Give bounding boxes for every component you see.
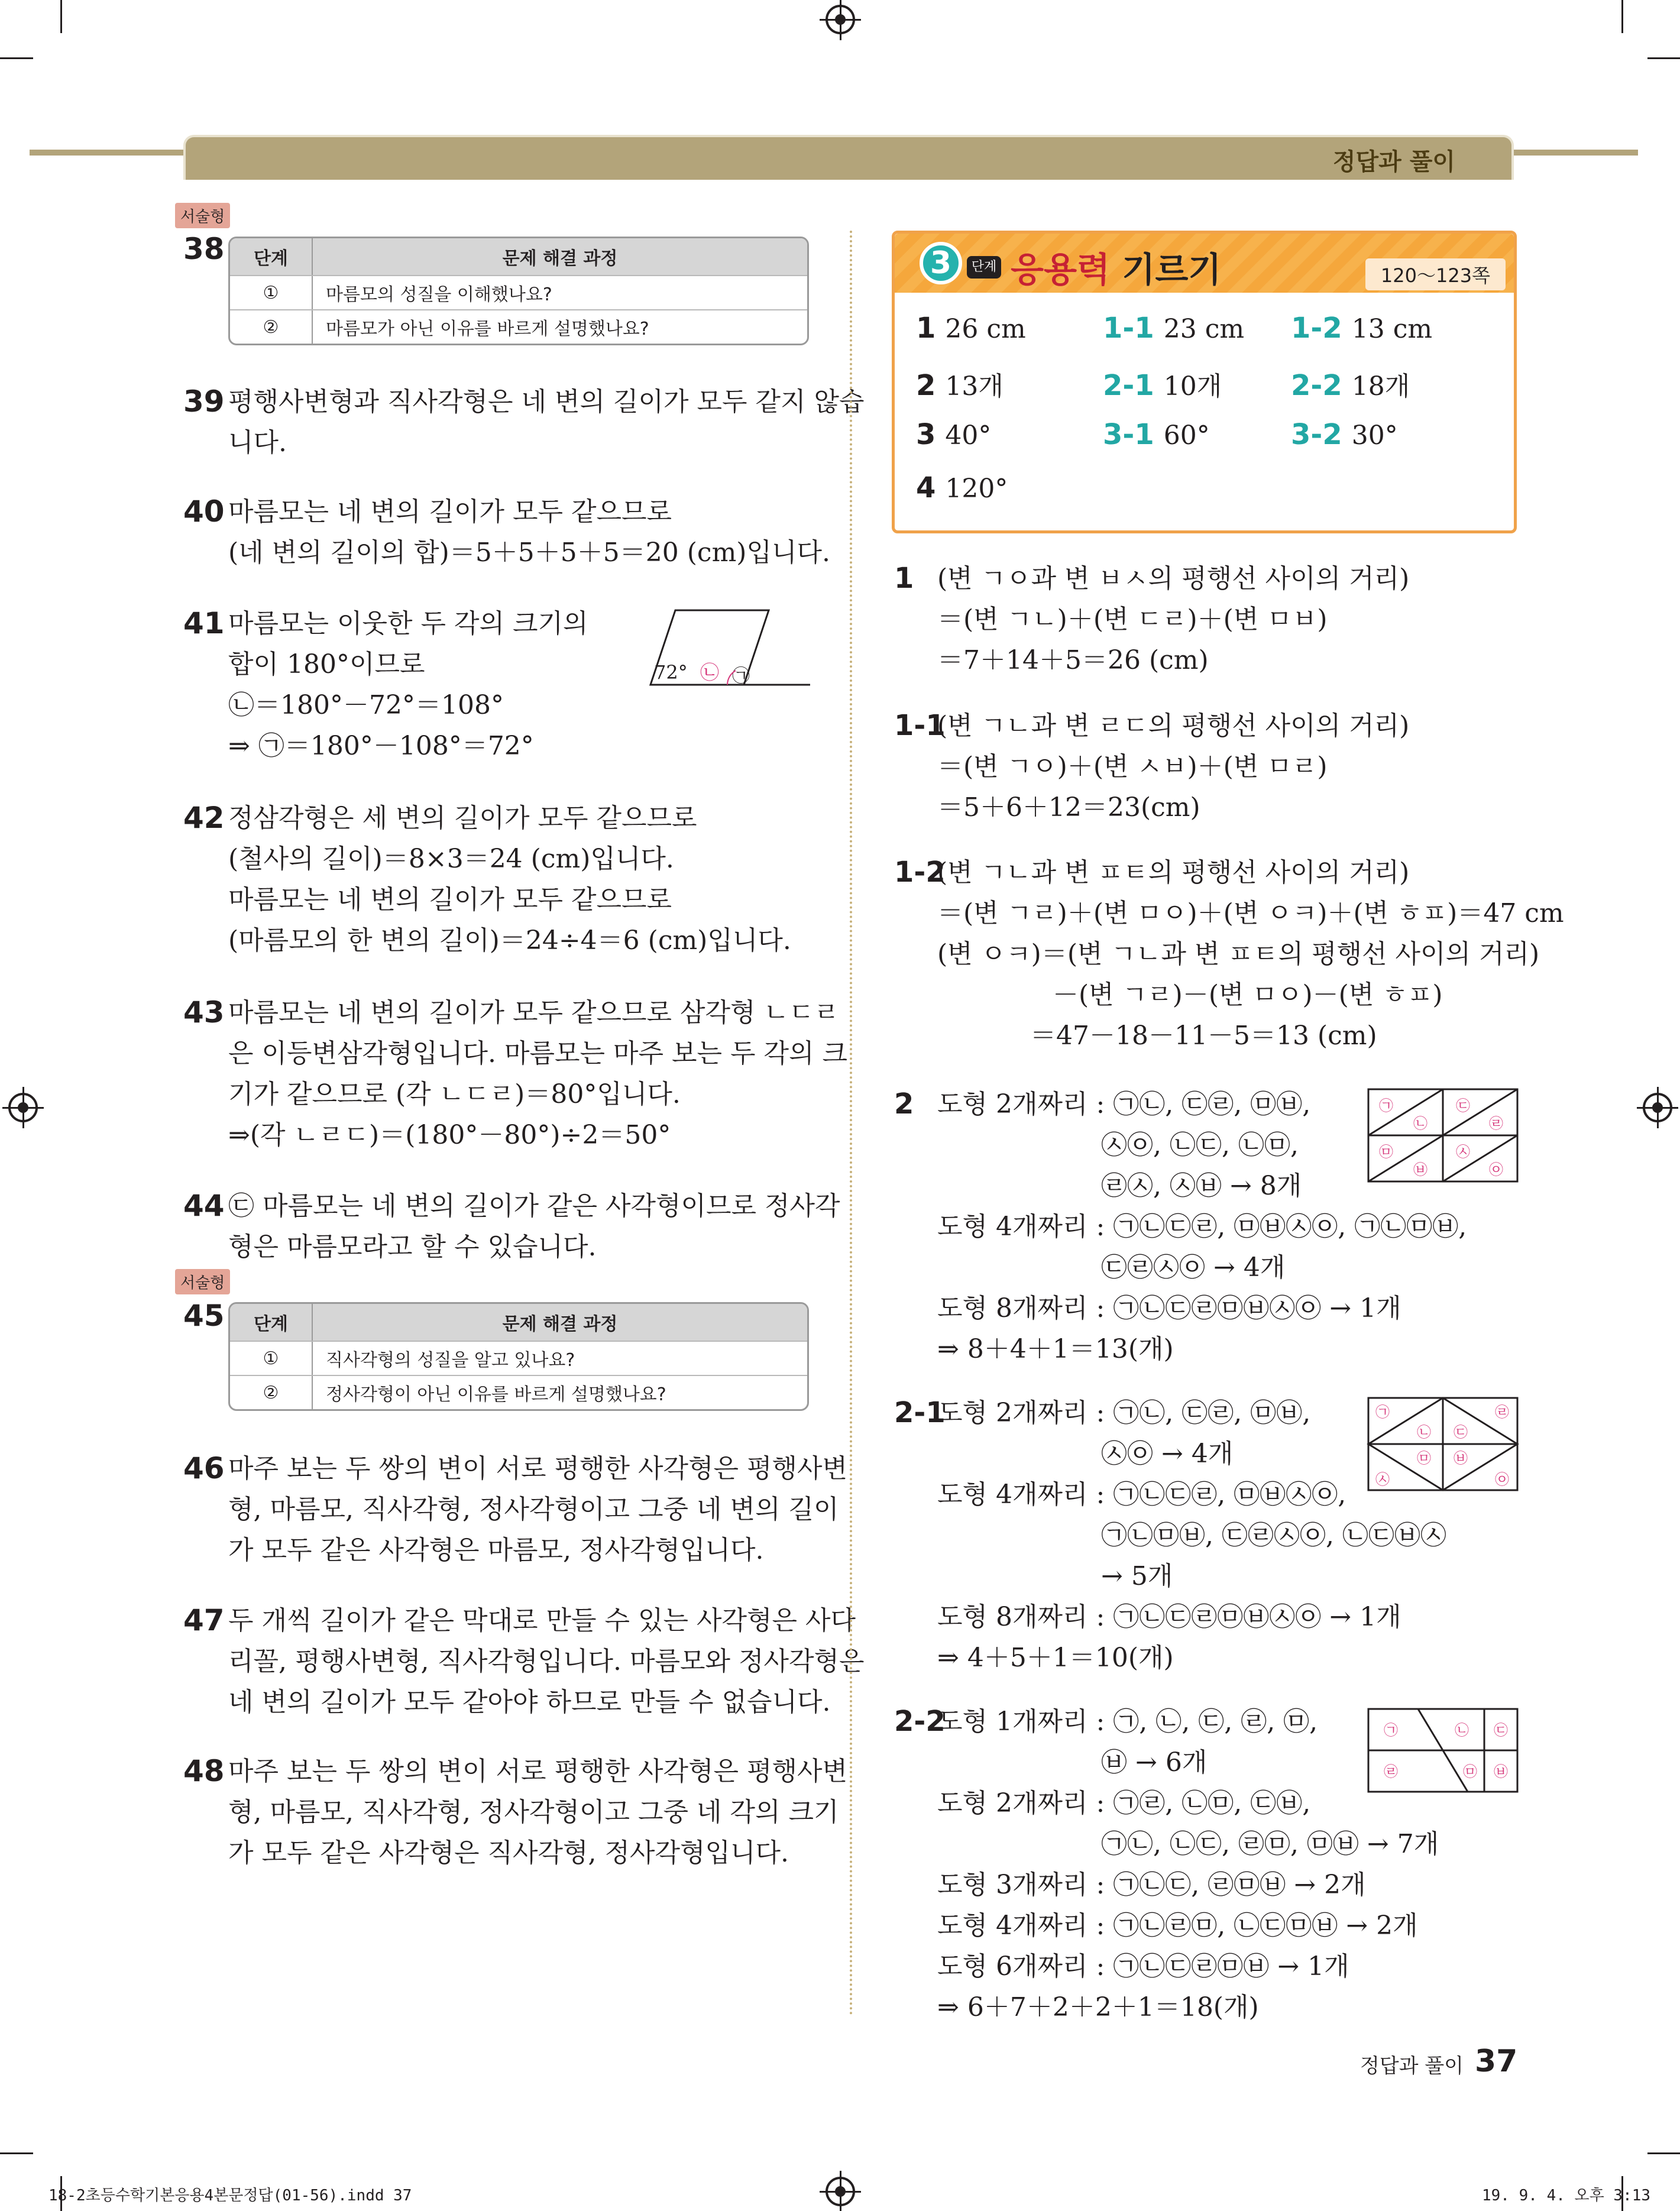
solution-line: 도형 6개짜리 : ㉠㉡㉢㉣㉤㉥ → 1개 [937,1951,1349,1982]
stage-answer-box [892,231,1517,533]
stage-number: 3 [920,242,962,284]
file-slug: 18-2초등수학기본응용4본문정답(01-56).indd 37 [48,2187,412,2204]
solution-line: 도형 2개짜리 : ㉠㉡, ㉢㉣, ㉤㉥, [937,1089,1311,1119]
answer-item: 1-2 13 cm [1291,312,1433,345]
solution-line: ＝5＋6＋12＝23(cm) [937,792,1200,823]
angle-mark-label: ㉡ [700,661,720,684]
table-header-row: 단계 문제 해결 과정 [230,1304,807,1341]
column-divider [850,231,852,2016]
answer-item: 1 26 cm [916,312,1026,345]
solution-line: → 5개 [1101,1561,1173,1591]
solution-line: 도형 1개짜리 : ㉠, ㉡, ㉢, ㉣, ㉤, [937,1707,1318,1737]
table-row: ① 마름모의 성질을 이해했나요? [230,275,807,309]
crop-mark [60,0,62,33]
solution-line: 도형 2개짜리 : ㉠㉣, ㉡㉤, ㉢㉥, [937,1788,1311,1818]
answer-line: (철사의 길이)＝8×3＝24 (cm)입니다. [228,844,674,874]
svg-text:㉠: ㉠ [1375,1404,1390,1420]
rectangle-triangles-figure [1366,1087,1520,1184]
solution-line: ＝(변 ㄱㅇ)＋(변 ㅅㅂ)＋(변 ㅁㄹ) [937,752,1328,782]
answer-item: 3-1 60° [1103,418,1210,451]
crop-mark [1647,2152,1680,2154]
question-number: 44 [183,1189,225,1223]
header-title: 정답과 풀이 [1332,148,1455,176]
svg-text:㉥: ㉥ [1413,1161,1427,1178]
answer-item: 3 40° [916,418,992,451]
answer-line: 마주 보는 두 쌍의 변이 서로 평행한 사각형은 평행사변 [228,1454,847,1484]
solution-line: (변 ㄱㅇ과 변 ㅂㅅ의 평행선 사이의 거리) [937,564,1410,594]
svg-text:㉣: ㉣ [1495,1404,1509,1420]
answer-item: 3-2 30° [1291,418,1398,451]
header-tab [183,135,1514,180]
solution-number: 1 [894,562,914,595]
rubric-table-45 [228,1302,809,1411]
rhombus-angle-figure [639,597,816,692]
svg-text:㉢: ㉢ [1456,1098,1470,1114]
registration-mark-icon [826,5,855,34]
solution-line: ㉦㉧, ㉡㉢, ㉡㉤, [1101,1130,1299,1160]
rectangle-diamond-figure [1366,1396,1520,1493]
registration-mark-icon [826,2177,855,2206]
answer-line: 니다. [228,428,287,458]
solution-line: 도형 4개짜리 : ㉠㉡㉢㉣, ㉤㉥㉦㉧, ㉠㉡㉤㉥, [937,1212,1467,1242]
svg-text:㉦: ㉦ [1375,1471,1390,1488]
table-row: ② 마름모가 아닌 이유를 바르게 설명했나요? [230,309,807,344]
crop-mark [1621,0,1623,33]
solution-line: ㉠㉡, ㉡㉢, ㉣㉤, ㉤㉥ → 7개 [1101,1829,1439,1859]
answer-item: 2-2 18개 [1291,369,1410,402]
stage-header [895,234,1514,293]
essay-badge: 서술형 [175,1269,230,1294]
svg-text:㉤: ㉤ [1379,1144,1393,1160]
answer-line: 리꼴, 평행사변형, 직사각형입니다. 마름모와 정사각형은 [228,1646,865,1676]
svg-text:㉤: ㉤ [1417,1450,1431,1467]
solution-line: －(변 ㄱㄹ)－(변 ㅁㅇ)－(변 ㅎㅍ) [1053,980,1443,1010]
page-number: 37 [1475,2044,1518,2079]
svg-text:㉢: ㉢ [1454,1424,1468,1440]
stage-label: 단계 [967,256,1001,279]
svg-text:㉥: ㉥ [1494,1763,1508,1780]
crop-mark [0,57,33,59]
answer-line: 두 개씩 길이가 같은 막대로 만들 수 있는 사각형은 사다 [228,1605,856,1636]
table-row: ② 정사각형이 아닌 이유를 바르게 설명했나요? [230,1375,807,1409]
svg-text:㉧: ㉧ [1489,1161,1503,1178]
solution-line: ㉢㉣㉦㉧ → 4개 [1101,1252,1286,1283]
table-row: ① 직사각형의 성질을 알고 있나요? [230,1341,807,1375]
answer-line: 기가 같으므로 (각 ㄴㄷㄹ)＝80°입니다. [228,1079,681,1109]
solution-line: ＝7＋14＋5＝26 (cm) [937,645,1209,675]
svg-text:㉧: ㉧ [1495,1471,1509,1488]
answer-line: 가 모두 같은 사각형은 마름모, 정사각형입니다. [228,1535,764,1565]
solution-line: ㉠㉡㉤㉥, ㉢㉣㉦㉧, ㉡㉢㉥㉦ [1101,1520,1446,1550]
solution-line: ＝(변 ㄱㄹ)＋(변 ㅁㅇ)＋(변 ㅇㅋ)＋(변 ㅎㅍ)＝47 cm [937,898,1564,928]
answer-line: 마름모는 네 변의 길이가 모두 같으므로 [228,885,672,915]
answer-line: 가 모두 같은 사각형은 직사각형, 정사각형입니다. [228,1838,789,1868]
answer-line: 형, 마름모, 직사각형, 정사각형이고 그중 네 변의 길이 [228,1494,839,1524]
registration-mark-icon [1643,1093,1672,1122]
answer-line: 마름모는 네 변의 길이가 모두 같으므로 삼각형 ㄴㄷㄹ [228,998,839,1028]
question-number: 43 [183,995,225,1030]
svg-text:㉠: ㉠ [1384,1722,1398,1739]
footer-label: 정답과 풀이 [1360,2054,1464,2078]
answer-line: 마름모는 이웃한 두 각의 크기의 [228,608,588,639]
answer-line: 형, 마름모, 직사각형, 정사각형이고 그중 네 각의 크기 [228,1797,839,1827]
answer-item: 2-1 10개 [1103,369,1222,402]
answer-line: 정삼각형은 세 변의 길이가 모두 같으므로 [228,803,697,833]
solution-line: ㉥ → 6개 [1101,1747,1208,1778]
solution-line: ⇒ 6＋7＋2＋2＋1＝18(개) [937,1992,1259,2022]
answer-line: 마름모는 네 변의 길이가 모두 같으므로 [228,497,672,527]
answer-item: 2 13개 [916,369,1004,402]
solution-line: (변 ㄱㄴ과 변 ㄹㄷ의 평행선 사이의 거리) [937,711,1410,741]
answer-line: 마주 보는 두 쌍의 변이 서로 평행한 사각형은 평행사변 [228,1756,847,1786]
solution-line: 도형 4개짜리 : ㉠㉡㉢㉣, ㉤㉥㉦㉧, [937,1480,1346,1510]
answer-line: (네 변의 길이의 합)＝5＋5＋5＋5＝20 (cm)입니다. [228,538,830,568]
question-number: 45 [183,1299,225,1333]
stage-title: 응용력 기르기 [1011,250,1222,290]
angle-label: 72° [654,661,688,684]
solution-line: (변 ㄱㄴ과 변 ㅍㅌ의 평행선 사이의 거리) [937,857,1410,888]
solution-number: 2 [894,1087,914,1121]
answer-line: ⇒ ㉠＝180°－108°＝72° [228,731,534,761]
question-number: 46 [183,1451,225,1485]
answer-line: ㉡＝180°－72°＝108° [228,690,504,720]
svg-text:㉡: ㉡ [1455,1722,1469,1739]
solution-number: 1-2 [894,856,946,889]
angle-mark-label: ㉠ [732,666,750,687]
answer-line: 형은 마름모라고 할 수 있습니다. [228,1232,597,1262]
answer-line: 네 변의 길이가 모두 같아야 하므로 만들 수 없습니다. [228,1687,831,1717]
print-date: 19. 9. 4. 오후 3:13 [1482,2187,1651,2204]
rubric-table-38 [228,237,809,345]
solution-line: 도형 4개짜리 : ㉠㉡㉣㉤, ㉡㉢㉤㉥ → 2개 [937,1911,1418,1941]
svg-text:㉣: ㉣ [1384,1763,1398,1780]
question-number: 39 [183,384,225,419]
solution-line: ㉣㉦, ㉦㉥ → 8개 [1101,1171,1302,1201]
svg-text:㉠: ㉠ [1379,1098,1393,1114]
question-number: 47 [183,1603,225,1637]
answer-line: ㉢ 마름모는 네 변의 길이가 같은 사각형이므로 정사각 [228,1191,840,1221]
solution-line: ＝47－18－11－5＝13 (cm) [1030,1021,1377,1051]
solution-line: 도형 3개짜리 : ㉠㉡㉢, ㉣㉤㉥ → 2개 [937,1870,1366,1900]
answer-line: 합이 180°이므로 [228,649,425,679]
svg-text:㉣: ㉣ [1489,1115,1503,1132]
answer-line: 은 이등변삼각형입니다. 마름모는 마주 보는 두 각의 크 [228,1038,847,1069]
essay-badge: 서술형 [175,203,230,228]
answer-line: ⇒(각 ㄴㄹㄷ)＝(180°－80°)÷2＝50° [228,1120,671,1150]
solution-line: 도형 8개짜리 : ㉠㉡㉢㉣㉤㉥㉦㉧ → 1개 [937,1602,1401,1632]
answer-item: 1-1 23 cm [1103,312,1245,345]
registration-mark-icon [8,1093,38,1122]
question-number: 42 [183,801,225,835]
question-number: 38 [183,232,225,266]
answer-item: 4 120° [916,471,1008,504]
solution-line: 도형 2개짜리 : ㉠㉡, ㉢㉣, ㉤㉥, [937,1398,1311,1428]
crop-mark [0,2152,33,2154]
solution-line: 도형 8개짜리 : ㉠㉡㉢㉣㉤㉥㉦㉧ → 1개 [937,1293,1401,1323]
stage-page-range: 120～123쪽 [1365,258,1506,290]
svg-text:㉢: ㉢ [1494,1722,1508,1739]
rectangle-grid-figure [1366,1707,1520,1794]
svg-text:㉡: ㉡ [1413,1115,1427,1132]
solution-number: 2-1 [894,1396,946,1429]
solution-number: 2-2 [894,1705,946,1738]
question-number: 41 [183,606,225,640]
question-number: 40 [183,494,225,529]
table-header-row: 단계 문제 해결 과정 [230,238,807,275]
answer-line: (마름모의 한 변의 길이)＝24÷4＝6 (cm)입니다. [228,925,791,956]
solution-line: (변 ㅇㅋ)＝(변 ㄱㄴ과 변 ㅍㅌ의 평행선 사이의 거리) [937,939,1540,969]
question-number: 48 [183,1754,225,1788]
svg-text:㉤: ㉤ [1463,1763,1477,1780]
solution-number: 1-1 [894,709,946,742]
solution-line: ⇒ 8＋4＋1＝13(개) [937,1334,1174,1364]
solution-line: ㉦㉧ → 4개 [1101,1439,1234,1469]
answer-line: 평행사변형과 직사각형은 네 변의 길이가 모두 같지 않습 [228,387,865,417]
crop-mark [1647,57,1680,59]
svg-text:㉥: ㉥ [1454,1450,1468,1467]
solution-line: ⇒ 4＋5＋1＝10(개) [937,1643,1174,1673]
svg-text:㉦: ㉦ [1456,1144,1470,1160]
svg-text:㉡: ㉡ [1417,1424,1431,1440]
solution-line: ＝(변 ㄱㄴ)＋(변 ㄷㄹ)＋(변 ㅁㅂ) [937,604,1328,635]
